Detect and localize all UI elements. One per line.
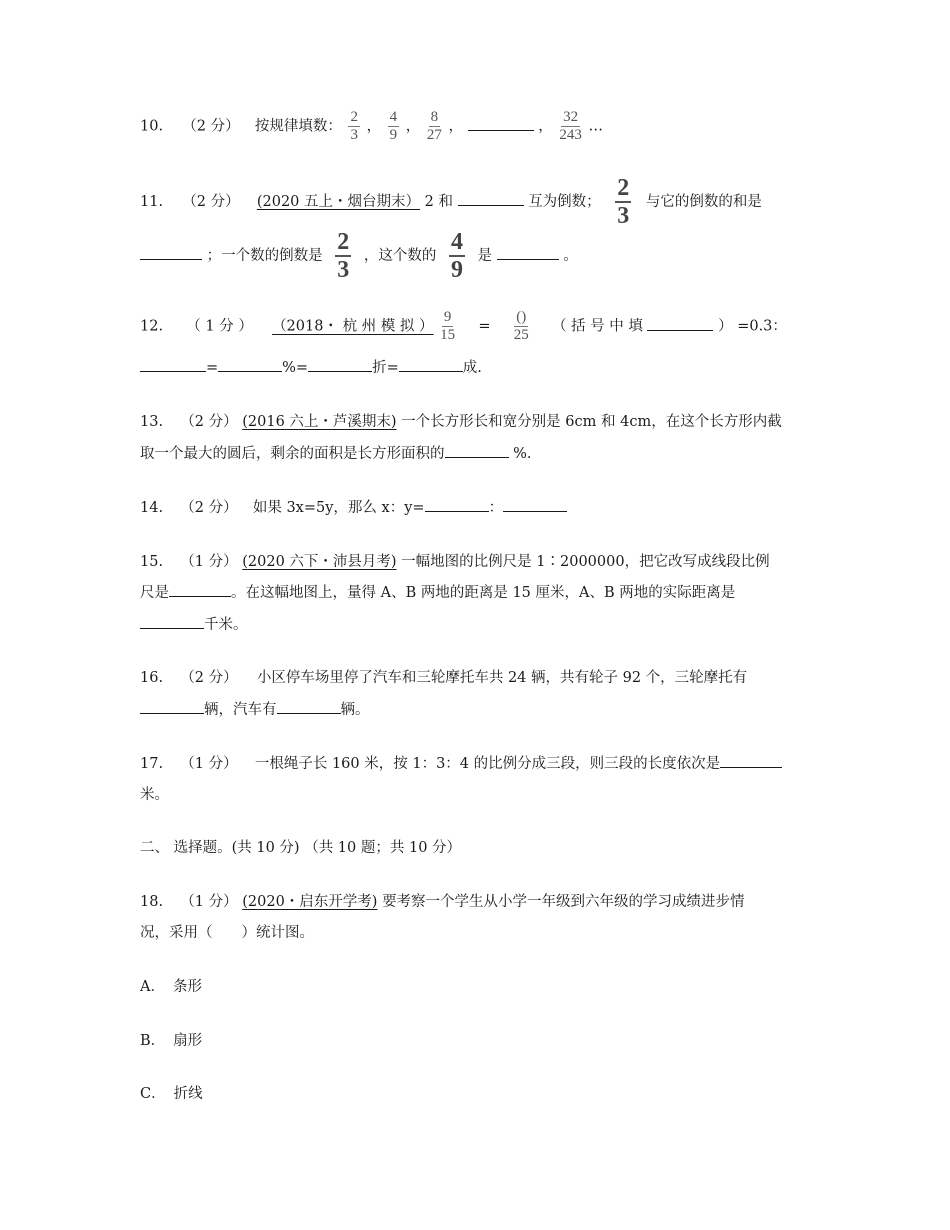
- question-15-line-2: 尺是 。在这幅地图上，量得 A、B 两地的距离是 15 厘米，A、B 两地的实际距离是: [140, 581, 735, 602]
- score: （2 分）: [182, 194, 240, 210]
- question-18-line-1: 18. （1 分） (2020・启东开学考) 要考察一个学生从小学一年级到六年级的学习成绩进步情: [140, 894, 745, 910]
- question-12-line-1: 12. （ 1 分 ） （2018・ 杭 州 模 拟 ） $\frac{9}{15}$ = $\frac{()}{25}$ （ 括 号 中 填 ） =0.3：: [140, 309, 787, 343]
- separator: ，: [538, 118, 553, 135]
- question-17-line-2: 米。: [140, 787, 169, 803]
- answer-blank[interactable]: [140, 614, 204, 629]
- answer-blank[interactable]: [503, 497, 567, 512]
- answer-blank[interactable]: [169, 582, 231, 597]
- question-11-line-2: ；一个数的倒数是 $\frac{2}{3}$ ，这个数的 $\frac{4}{9}$ 是 。: [140, 230, 578, 282]
- score: （1 分）: [180, 554, 238, 570]
- option-b[interactable]: B． 扇形: [140, 1033, 203, 1049]
- answer-blank[interactable]: [218, 357, 282, 372]
- separator: ，: [405, 118, 421, 135]
- question-number: 18.: [140, 894, 164, 910]
- fraction: $\frac{2}{3}$: [337, 229, 350, 283]
- option-a[interactable]: A． 条形: [140, 979, 202, 995]
- question-13-line-2: 取一个最大的圆后，剩余的面积是长方形面积的 %.: [140, 442, 532, 463]
- separator: ，: [366, 118, 382, 135]
- question-number: 16.: [140, 670, 164, 686]
- question-number: 12.: [140, 318, 164, 335]
- question-16-line-2: 辆，汽车有 辆。: [140, 698, 370, 719]
- answer-blank[interactable]: [140, 357, 206, 372]
- answer-blank[interactable]: [497, 245, 559, 260]
- score: （2 分）: [180, 414, 238, 430]
- score: （2 分）: [182, 118, 240, 135]
- separator: ，: [448, 118, 463, 135]
- source-tag[interactable]: (2020・启东开学考): [242, 894, 378, 910]
- question-18-line-2: 况，采用（ ）统计图。: [140, 925, 314, 941]
- source-tag[interactable]: （2018・ 杭 州 模 拟 ）: [272, 318, 434, 335]
- fraction: $\frac{8}{27}$: [426, 109, 442, 143]
- question-number: 10.: [140, 118, 164, 135]
- answer-blank[interactable]: [720, 753, 782, 768]
- question-12-line-2: = %= 折= 成.: [140, 356, 482, 377]
- fraction: $\frac{32}{243}$: [559, 109, 582, 143]
- source-tag[interactable]: (2016 六上・芦溪期末): [242, 414, 397, 430]
- question-number: 17.: [140, 756, 164, 772]
- question-15-line-1: 15. （1 分） (2020 六下・沛县月考) 一幅地图的比例尺是 1∶2000000，把它改写成线段比例: [140, 554, 770, 570]
- question-text: 按规律填数：: [254, 118, 342, 135]
- answer-blank[interactable]: [399, 357, 463, 372]
- answer-blank[interactable]: [277, 699, 341, 714]
- question-17-line-1: 17. （1 分） 一根绳子长 160 米，按 1：3：4 的比例分成三段，则三段的长度依次是: [140, 752, 782, 773]
- answer-blank[interactable]: [458, 191, 524, 206]
- ellipsis: …: [588, 118, 603, 135]
- question-11-line-1: 11. （2 分） (2020 五上・烟台期末） 2 和 互为倒数； $\frac{2}{3}$ 与它的倒数的和是: [140, 175, 762, 229]
- answer-blank[interactable]: [425, 497, 489, 512]
- score: （2 分）: [180, 500, 238, 516]
- answer-blank[interactable]: [308, 357, 372, 372]
- fraction: $\frac{4}{9}$: [389, 109, 398, 143]
- question-13-line-1: 13. （2 分） (2016 六上・芦溪期末) 一个长方形长和宽分别是 6cm 和 4cm，在这个长方形内截: [140, 414, 782, 430]
- question-15-line-3: 千米。: [140, 613, 248, 634]
- fraction: $\frac{2}{3}$: [350, 109, 358, 143]
- fraction: $\frac{4}{9}$: [450, 229, 463, 283]
- score: （ 1 分 ）: [186, 318, 253, 335]
- source-tag[interactable]: (2020 五上・烟台期末）: [256, 194, 421, 210]
- section-heading: 二、 选择题。(共 10 分) （共 10 题；共 10 分）: [140, 840, 462, 856]
- question-10: [140, 110, 603, 143]
- score: （1 分）: [180, 756, 238, 772]
- answer-blank[interactable]: [647, 316, 713, 331]
- fraction: $\frac{()}{25}$: [513, 309, 529, 343]
- question-14: 14. （2 分） 如果 3x=5y，那么 x：y= ：: [140, 496, 567, 517]
- answer-blank[interactable]: [140, 245, 202, 260]
- option-c[interactable]: C． 折线: [140, 1086, 203, 1102]
- answer-blank[interactable]: [140, 699, 204, 714]
- fraction: $\frac{2}{3}$: [617, 175, 630, 229]
- question-number: 14.: [140, 500, 164, 516]
- source-tag[interactable]: (2020 六下・沛县月考): [242, 554, 397, 570]
- score: （2 分）: [180, 670, 238, 686]
- question-number: 15.: [140, 554, 164, 570]
- question-number: 13.: [140, 414, 164, 430]
- answer-blank[interactable]: [468, 116, 534, 131]
- answer-blank[interactable]: [445, 443, 509, 458]
- fraction: $\frac{9}{15}$: [440, 309, 456, 343]
- question-16-line-1: 16. （2 分） 小区停车场里停了汽车和三轮摩托车共 24 辆，共有轮子 92 个，三轮摩托有: [140, 670, 748, 686]
- score: （1 分）: [180, 894, 238, 910]
- question-number: 11.: [140, 194, 164, 210]
